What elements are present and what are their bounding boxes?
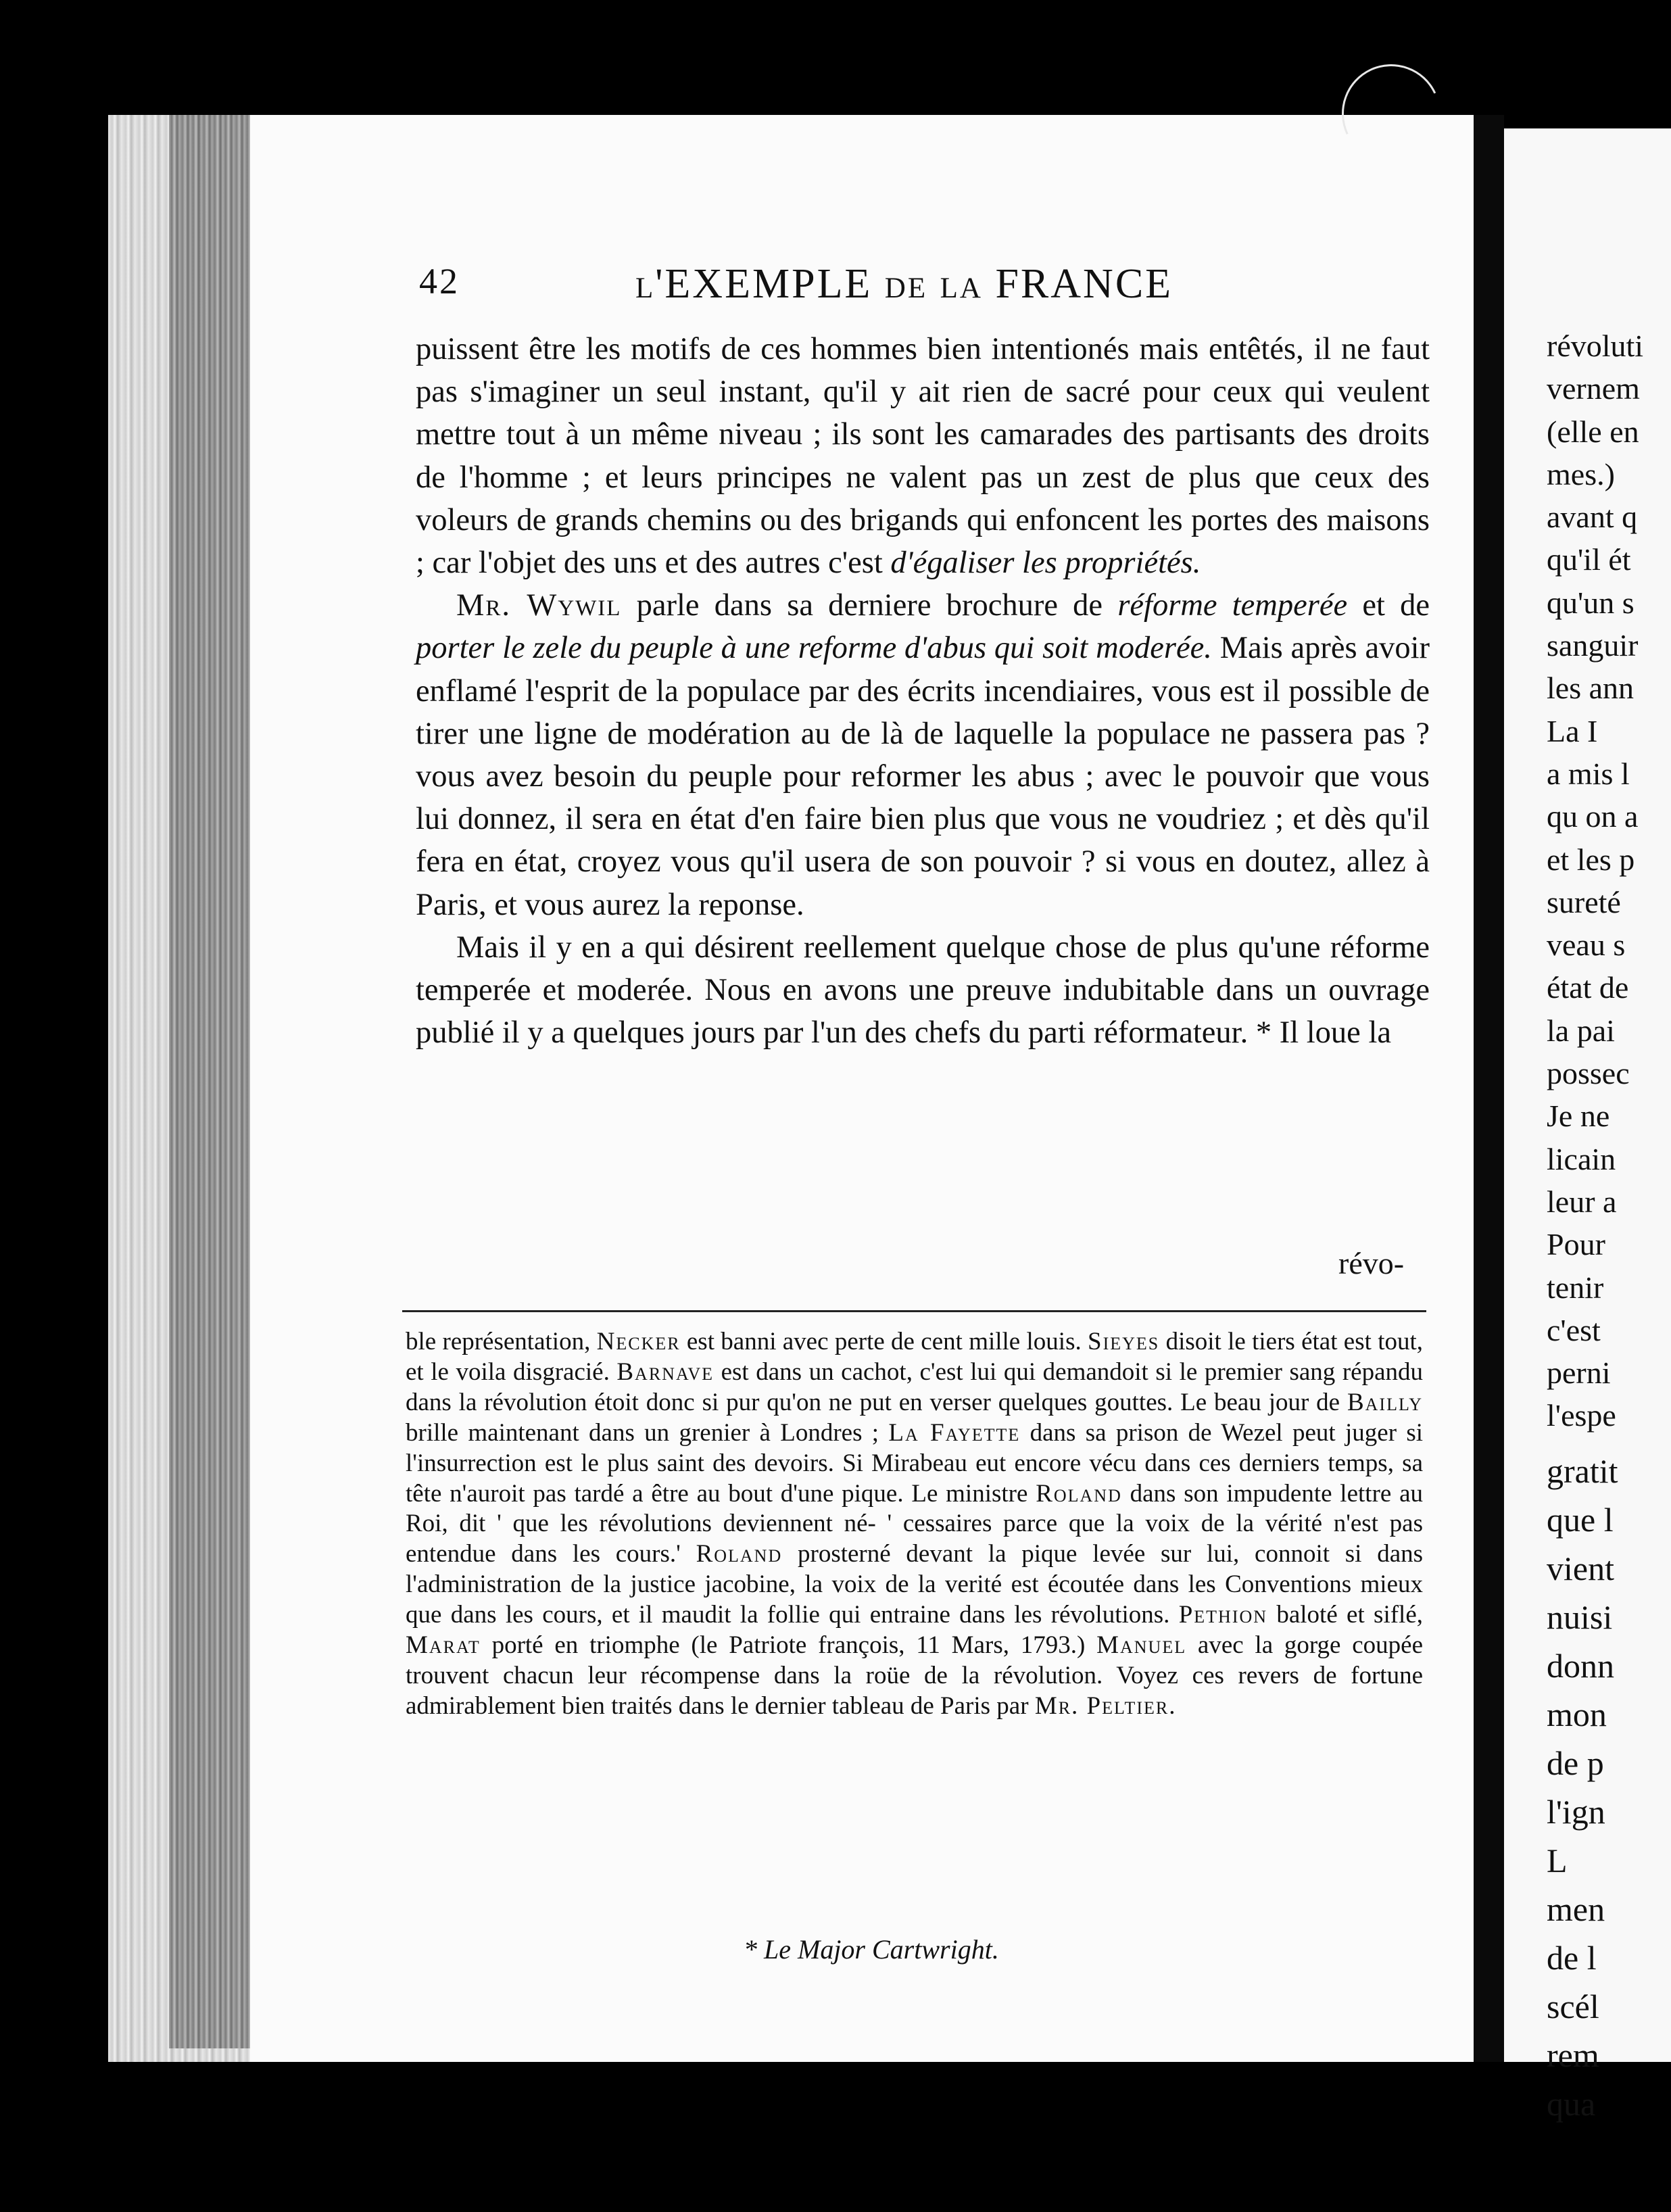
paragraph-2	[416, 584, 1430, 926]
name-bailly: Bailly	[1347, 1388, 1424, 1416]
right-page-text-bottom	[1547, 1447, 1671, 2128]
right-page-line: sanguir	[1547, 628, 1639, 663]
footnote-rule	[402, 1310, 1426, 1312]
right-page-line: rem	[1547, 2036, 1599, 2074]
right-page-line: avant q	[1547, 500, 1638, 535]
footnote-text-3: disoit le tiers état est tout, et le voila disgracié.	[406, 1328, 1423, 1386]
right-page-line: de l	[1547, 1939, 1597, 1977]
paragraph-3	[416, 926, 1430, 1055]
right-page-line: les ann	[1547, 671, 1634, 706]
right-page-line: licain	[1547, 1141, 1616, 1176]
main-text	[416, 328, 1430, 1054]
right-page-line: Je ne	[1547, 1099, 1610, 1134]
right-page-line: état de	[1547, 970, 1629, 1005]
paragraph-2-italic-b: porter le zele du peuple à une reforme d'abus qui soit moderée.	[416, 631, 1212, 666]
footnote-text-1: ble représentation,	[406, 1328, 591, 1355]
right-page-line: qu on a	[1547, 799, 1639, 834]
footnote-text-10: porté en triomphe (le Patriote françois, 11 Mars, 1793.)	[491, 1631, 1086, 1660]
right-page-line: c'est	[1547, 1312, 1601, 1347]
page-number: 42	[419, 261, 460, 302]
footnote-reference: * Le Major Cartwright.	[744, 1934, 999, 1965]
catchword: révo-	[1338, 1246, 1405, 1280]
page-header	[419, 260, 1251, 321]
footnote-text-11: avec la gorge coupée trouvent chacun leur récompense dans la roüe de la révolution. Voyez ces revers de fortune admirablement bien traités dans le dernier tableau de Paris par	[406, 1631, 1424, 1720]
right-page-line: qu'un s	[1547, 585, 1634, 620]
name-pethion: Pethion	[1178, 1601, 1268, 1629]
book-gutter	[1474, 115, 1504, 2062]
name-marat: Marat	[406, 1631, 481, 1660]
right-page-line: sureté	[1547, 884, 1621, 919]
paragraph-3-text: Mais il y en a qui désirent reellement quelque chose de plus qu'une réforme temperée et moderée. Nous en avons une preuve indubitable dans un ouvrage publié il y a quelques jours par l'un des chefs du parti réformateur. * Il loue la	[416, 930, 1430, 1051]
footnote-text-6: dans sa prison de Wezel peut juger si l'insurrection est le plus saint des devoirs. Si Mirabeau eut encore vécu dans ces derniers temps, sa tête n'auroit pas tardé a être au bout d'une pique. Le ministre	[406, 1418, 1423, 1508]
paragraph-1	[416, 328, 1430, 584]
name-barnave: Barnave	[616, 1357, 715, 1386]
footnote	[406, 1327, 1423, 1722]
right-page-line: mes.)	[1547, 456, 1615, 491]
right-page-line: perni	[1547, 1355, 1611, 1391]
book-edge-shadow	[169, 115, 250, 2048]
right-page-line: l'espe	[1547, 1398, 1616, 1433]
right-page-line: qua	[1547, 2085, 1596, 2123]
paragraph-2-text-b: et de	[1362, 588, 1430, 623]
right-page-line: vernem	[1547, 371, 1640, 406]
right-page-line: que l	[1547, 1501, 1614, 1539]
right-page-line: tenir	[1547, 1270, 1604, 1305]
name-manuel: Manuel	[1096, 1631, 1187, 1660]
right-page-line: donn	[1547, 1647, 1614, 1685]
right-page-line: possec	[1547, 1056, 1630, 1091]
footnote-text-7: dans son impudente lettre au Roi, dit ' que les révolutions deviennent né- ' cessaires parce que la voix de la vérité n'est pas entendue dans les cours.'	[406, 1479, 1424, 1568]
right-page-line: (elle en	[1547, 414, 1639, 449]
paragraph-2-text-a: parle dans sa derniere brochure de	[636, 588, 1103, 623]
right-page-text-top	[1547, 324, 1671, 1437]
name-roland-2: Roland	[696, 1540, 783, 1568]
right-page-line: La I	[1547, 713, 1598, 748]
paragraph-1-italic: d'égaliser les propriétés.	[890, 546, 1201, 581]
footnote-text-4: est dans un cachot, c'est lui qui demandoit si le premier sang répandu dans la révolution étoit donc si pur qu'on ne put en verser quelques gouttes. Le beau jour de	[406, 1357, 1423, 1416]
right-page-line: qu'il ét	[1547, 542, 1631, 577]
right-page-line: la pai	[1547, 1013, 1615, 1048]
right-page-line: et les p	[1547, 842, 1635, 877]
right-page-line: nuisi	[1547, 1598, 1613, 1636]
name-peltier: Mr. Peltier.	[1034, 1691, 1177, 1720]
footnote-text-5: brille maintenant dans un grenier à Londres ;	[406, 1418, 879, 1447]
right-page-line: révoluti	[1547, 329, 1644, 363]
right-page-line: vient	[1547, 1549, 1614, 1587]
paragraph-1-text: puissent être les motifs de ces hommes bien intentionés mais entêtés, il ne faut pas s'imaginer un seul instant, qu'il y ait rien de sacré pour ceux qui veulent mettre tout à un même niveau ; ils sont les camarades des partisants des droits de l'homme ; et leurs principes ne valent pas un zest de plus que ceux des voleurs de grands chemins ou des brigands qui enfoncent les portes des maisons ; car l'objet des uns et des autres c'est	[416, 332, 1430, 581]
right-page-line: mon	[1547, 1696, 1607, 1733]
right-page-line: de p	[1547, 1744, 1604, 1782]
footnote-text-9: baloté et siflé,	[1276, 1601, 1424, 1629]
right-page-line: men	[1547, 1890, 1605, 1928]
running-title: l'EXEMPLE de la FRANCE	[635, 261, 1173, 307]
right-page-line: gratit	[1547, 1452, 1618, 1490]
right-page-line: Pour	[1547, 1227, 1605, 1262]
paragraph-2-italic-a: réforme temperée	[1117, 588, 1348, 623]
name-roland-1: Roland	[1036, 1479, 1122, 1508]
right-page-line: leur a	[1547, 1184, 1617, 1219]
right-page-line: L	[1547, 1842, 1568, 1879]
footnote-paragraph	[406, 1327, 1423, 1722]
name-sieyes: Sieyes	[1088, 1328, 1160, 1355]
author-name: Mr. Wywil	[456, 588, 622, 623]
paragraph-2-text-c: Mais après avoir enflamé l'esprit de la populace par des écrits incendiaires, vous est il possible de tirer une ligne de modération au de là de laquelle la populace ne passera pas ? vous avez besoin du peuple pour reformer les abus ; avec le pouvoir que vous lui donnez, il sera en état d'en faire bien plus que vous ne voudriez ; et dès qu'il fera en état, croyez vous qu'il usera de son pouvoir ? si vous en doutez, allez à Paris, et vous aurez la reponse.	[416, 631, 1430, 922]
footnote-text-8: prosterné devant la pique levée sur lui, connoit si dans l'administration de la justice jacobine, la voix de la verité est écoutée dans les Conventions mieux que dans les cours, et il maudit la follie qui entraine dans les révolutions.	[406, 1540, 1424, 1629]
name-necker: Necker	[596, 1328, 681, 1355]
right-page-line: l'ign	[1547, 1793, 1605, 1831]
right-page-line: veau s	[1547, 928, 1626, 963]
name-lafayette: La Fayette	[888, 1418, 1021, 1447]
footnote-text-2: est banni avec perte de cent mille louis.	[686, 1328, 1082, 1355]
right-page-line: a mis l	[1547, 756, 1630, 791]
right-page-line: scél	[1547, 1988, 1599, 2025]
